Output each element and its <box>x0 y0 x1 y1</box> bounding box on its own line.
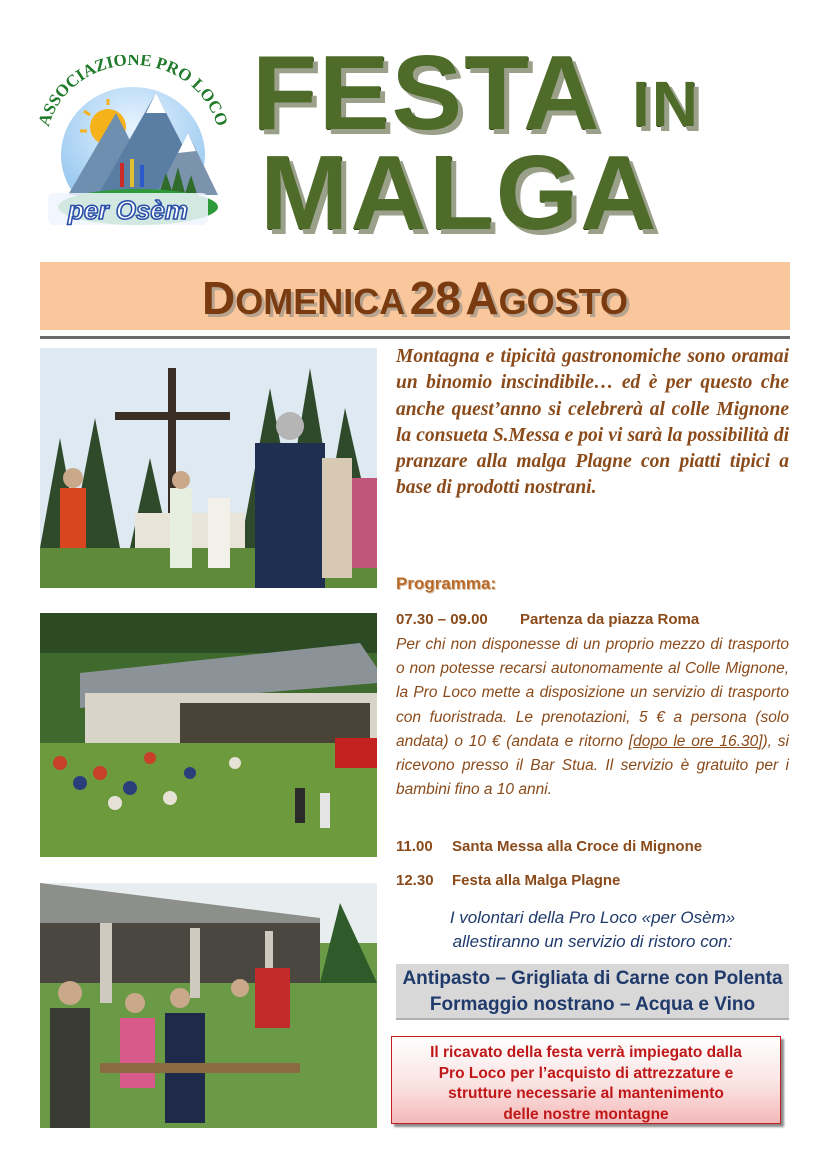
volunteers-line-1: I volontari della Pro Loco «per Osèm» <box>449 908 736 927</box>
programma-item-departure <box>396 611 699 628</box>
intro-paragraph: Montagna e tipicità gastronomiche sono oramai un binomio inscindibile… ed è per questo che anche quest’anno si celebrerà al colle Mignone la consueta S.Messa e poi vi sarà la possibilità di pranzare alla malga Plagne con piatti tipici a base di prodotti nostrani. <box>396 346 789 499</box>
title-malga: MALGA <box>260 134 659 252</box>
volunteers-note <box>396 906 789 954</box>
programma-item-time: 11.00 <box>396 838 433 855</box>
transport-text-2: ]), si ricevono presso il Bar Stua. Il servizio è gratuito per i bambini fino a 10 anni. <box>396 732 789 799</box>
event-date <box>40 271 790 325</box>
notice-line-2: Pro Loco per l’acquisto di attrezzature e <box>438 1064 734 1082</box>
date-day-rest: OMENICA <box>235 281 406 322</box>
pro-loco-logo <box>38 55 228 235</box>
return-time-note: dopo le ore 16.30 <box>633 732 759 750</box>
programma-item-festa <box>396 872 620 889</box>
photo-mass-at-cross <box>40 348 377 588</box>
transport-text-1: Per chi non disponesse di un proprio mezzo di trasporto o non potesse recarsi autonomamente al Colle Mignone, la Pro Loco mette a disposizione un servizio di trasporto con fuoristrada. Le prenotazioni, 5 € a persona (solo andata) o 10 € (andata e ritorno [ <box>396 636 789 750</box>
programma-item-mass <box>396 838 702 855</box>
notice-line-3: strutture necessarie al mantenimento <box>448 1085 724 1102</box>
divider-line <box>40 336 790 339</box>
date-day-initial: D <box>202 272 236 324</box>
programma-item-time: 07.30 – 09.00 <box>396 611 488 628</box>
programma-item-time: 12.30 <box>396 872 434 889</box>
menu-box <box>396 964 789 1020</box>
date-banner <box>40 262 790 330</box>
logo-top-text: SSOCIAZIONE PRO LOC <box>39 55 227 118</box>
menu-line-1: Antipasto – Grigliata di Carne con Polenta <box>402 968 783 989</box>
notice-line-1: Il ricavato della festa verrà impiegato dalla <box>430 1044 742 1061</box>
photo-malga-crowd <box>40 613 377 857</box>
programma-heading: Programma: <box>396 574 497 593</box>
programma-item-label: Festa alla Malga Plagne <box>452 872 621 889</box>
date-month-initial: A <box>465 272 499 324</box>
title-in: IN <box>632 68 700 140</box>
programma-item-label: Partenza da piazza Roma <box>520 611 700 628</box>
notice-line-4: delle nostre montagne <box>503 1105 669 1123</box>
programma-item-label: Santa Messa alla Croce di Mignone <box>452 838 703 855</box>
photo-lunch-porch <box>40 883 377 1128</box>
title-festa: FESTA <box>252 34 602 152</box>
logo-bottom-text: per Osèm <box>68 195 188 225</box>
date-month-rest: GOSTO <box>498 281 628 322</box>
menu-line-2: Formaggio nostrano – Acqua e Vino <box>429 994 756 1015</box>
transport-description <box>396 633 789 802</box>
volunteers-line-2: allestiranno un servizio di ristoro con: <box>452 932 733 951</box>
proceeds-notice <box>391 1036 781 1124</box>
date-number: 28 <box>409 272 461 324</box>
